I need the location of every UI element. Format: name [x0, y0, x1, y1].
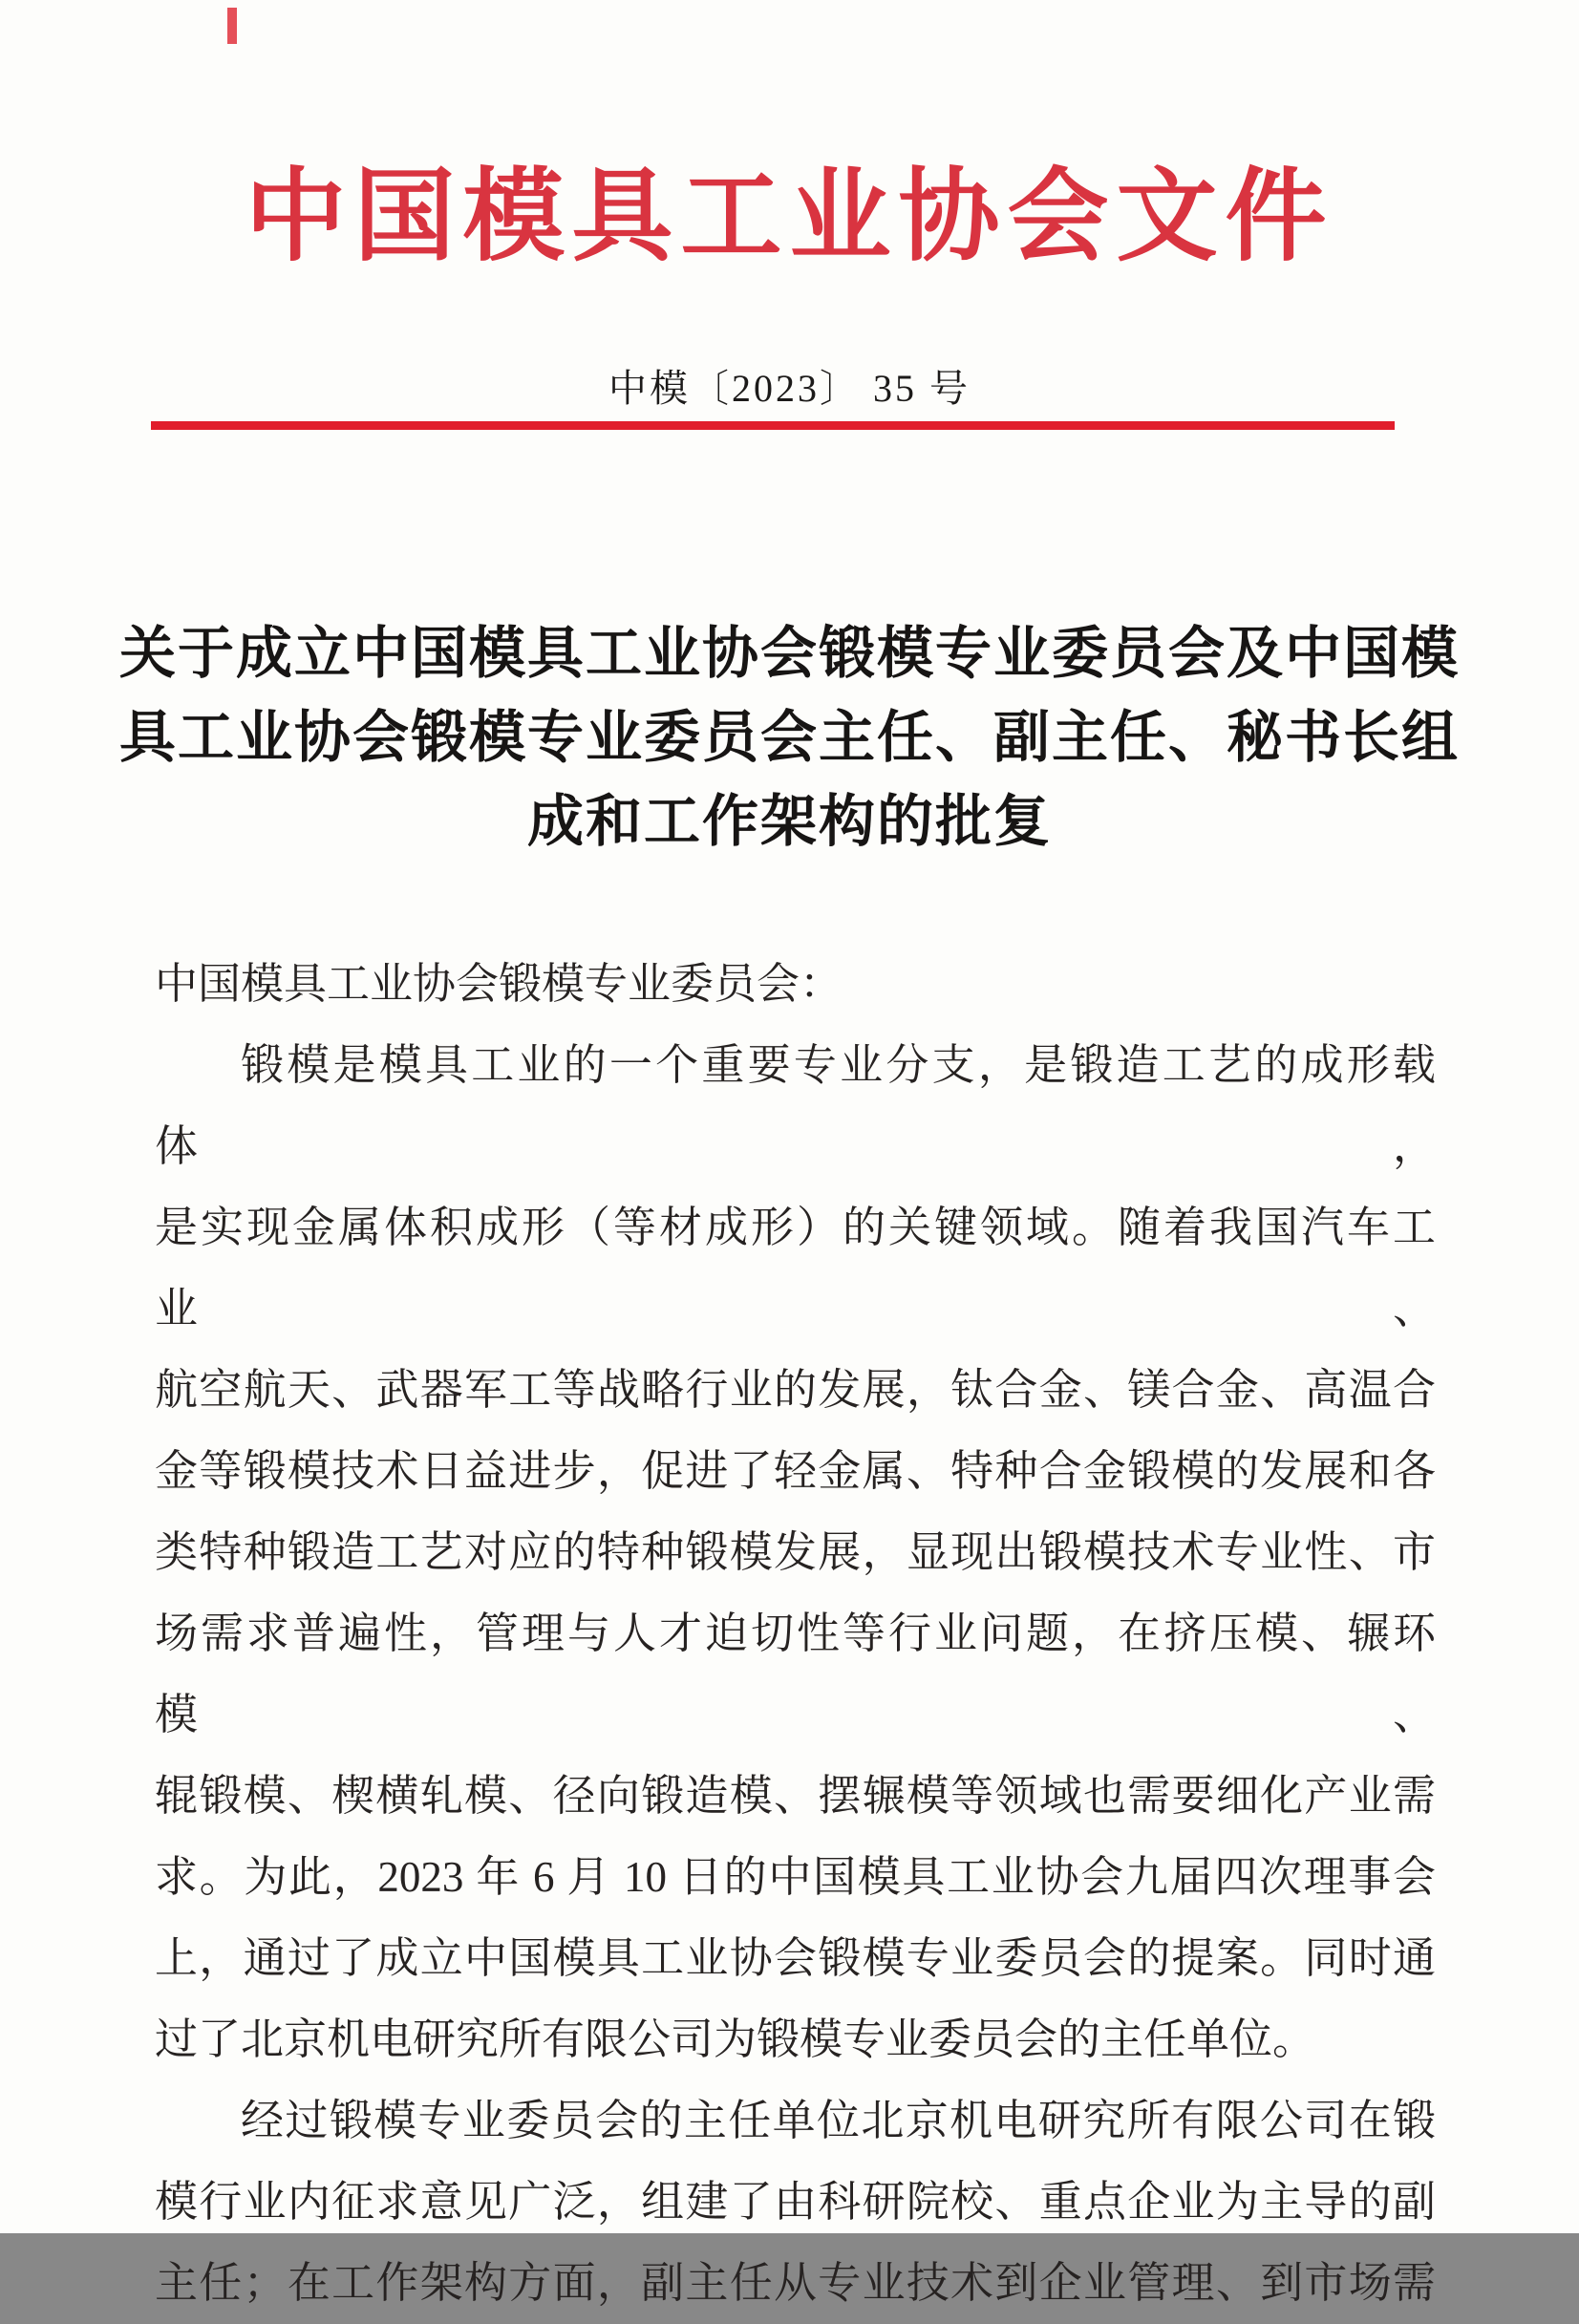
doc-number: 中模〔2023〕 35 号 — [608, 367, 971, 410]
subject-line-2: 具工业协会锻模专业委员会主任、副主任、秘书长组 — [118, 706, 1460, 769]
red-divider-rule — [151, 421, 1395, 430]
scan-mark — [227, 8, 237, 44]
body-line: 上，通过了成立中国模具工业协会锻模专业委员会的提案。同时通 — [155, 1934, 1436, 1982]
body-line: 过了北京机电研究所有限公司为锻模专业委员会的主任单位。 — [155, 2015, 1316, 2063]
body-line: 场需求普遍性，管理与人才迫切性等行业问题，在挤压模、辗环模、 — [155, 1610, 1436, 1738]
subject-line-1: 关于成立中国模具工业协会锻模专业委员会及中国模 — [118, 622, 1460, 685]
subject-title — [0, 611, 1579, 864]
body-line: 锻模是模具工业的一个重要专业分支，是锻造工艺的成形载体， — [155, 1041, 1436, 1170]
body-line: 求。为此，2023 年 6 月 10 日的中国模具工业协会九届四次理事会 — [155, 1853, 1436, 1901]
org-header-title: 中国模具工业协会文件 — [245, 161, 1334, 273]
body-line: 辊锻模、楔横轧模、径向锻造模、摆辗模等领域也需要细化产业需 — [155, 1772, 1436, 1820]
body-line: 是实现金属体积成形（等材成形）的关键领域。随着我国汽车工业、 — [155, 1204, 1436, 1333]
body-line: 航空航天、武器军工等战略行业的发展，钛合金、镁合金、高温合 — [155, 1366, 1436, 1414]
subject-line-3: 成和工作架构的批复 — [526, 790, 1052, 853]
body-line: 金等锻模技术日益进步，促进了轻金属、特种合金锻模的发展和各 — [155, 1447, 1436, 1495]
body-line: 主任；在工作架构方面，副主任从专业技术到企业管理、到市场需 — [155, 2259, 1436, 2307]
salutation-line: 中国模具工业协会锻模专业委员会： — [155, 960, 843, 1008]
body-line: 类特种锻造工艺对应的特种锻模发展，显现出锻模技术专业性、市 — [155, 1528, 1436, 1576]
body-line: 经过锻模专业委员会的主任单位北京机电研究所有限公司在锻 — [241, 2097, 1436, 2144]
document-body — [155, 944, 1436, 2324]
body-line: 模行业内征求意见广泛，组建了由科研院校、重点企业为主导的副 — [155, 2178, 1436, 2226]
